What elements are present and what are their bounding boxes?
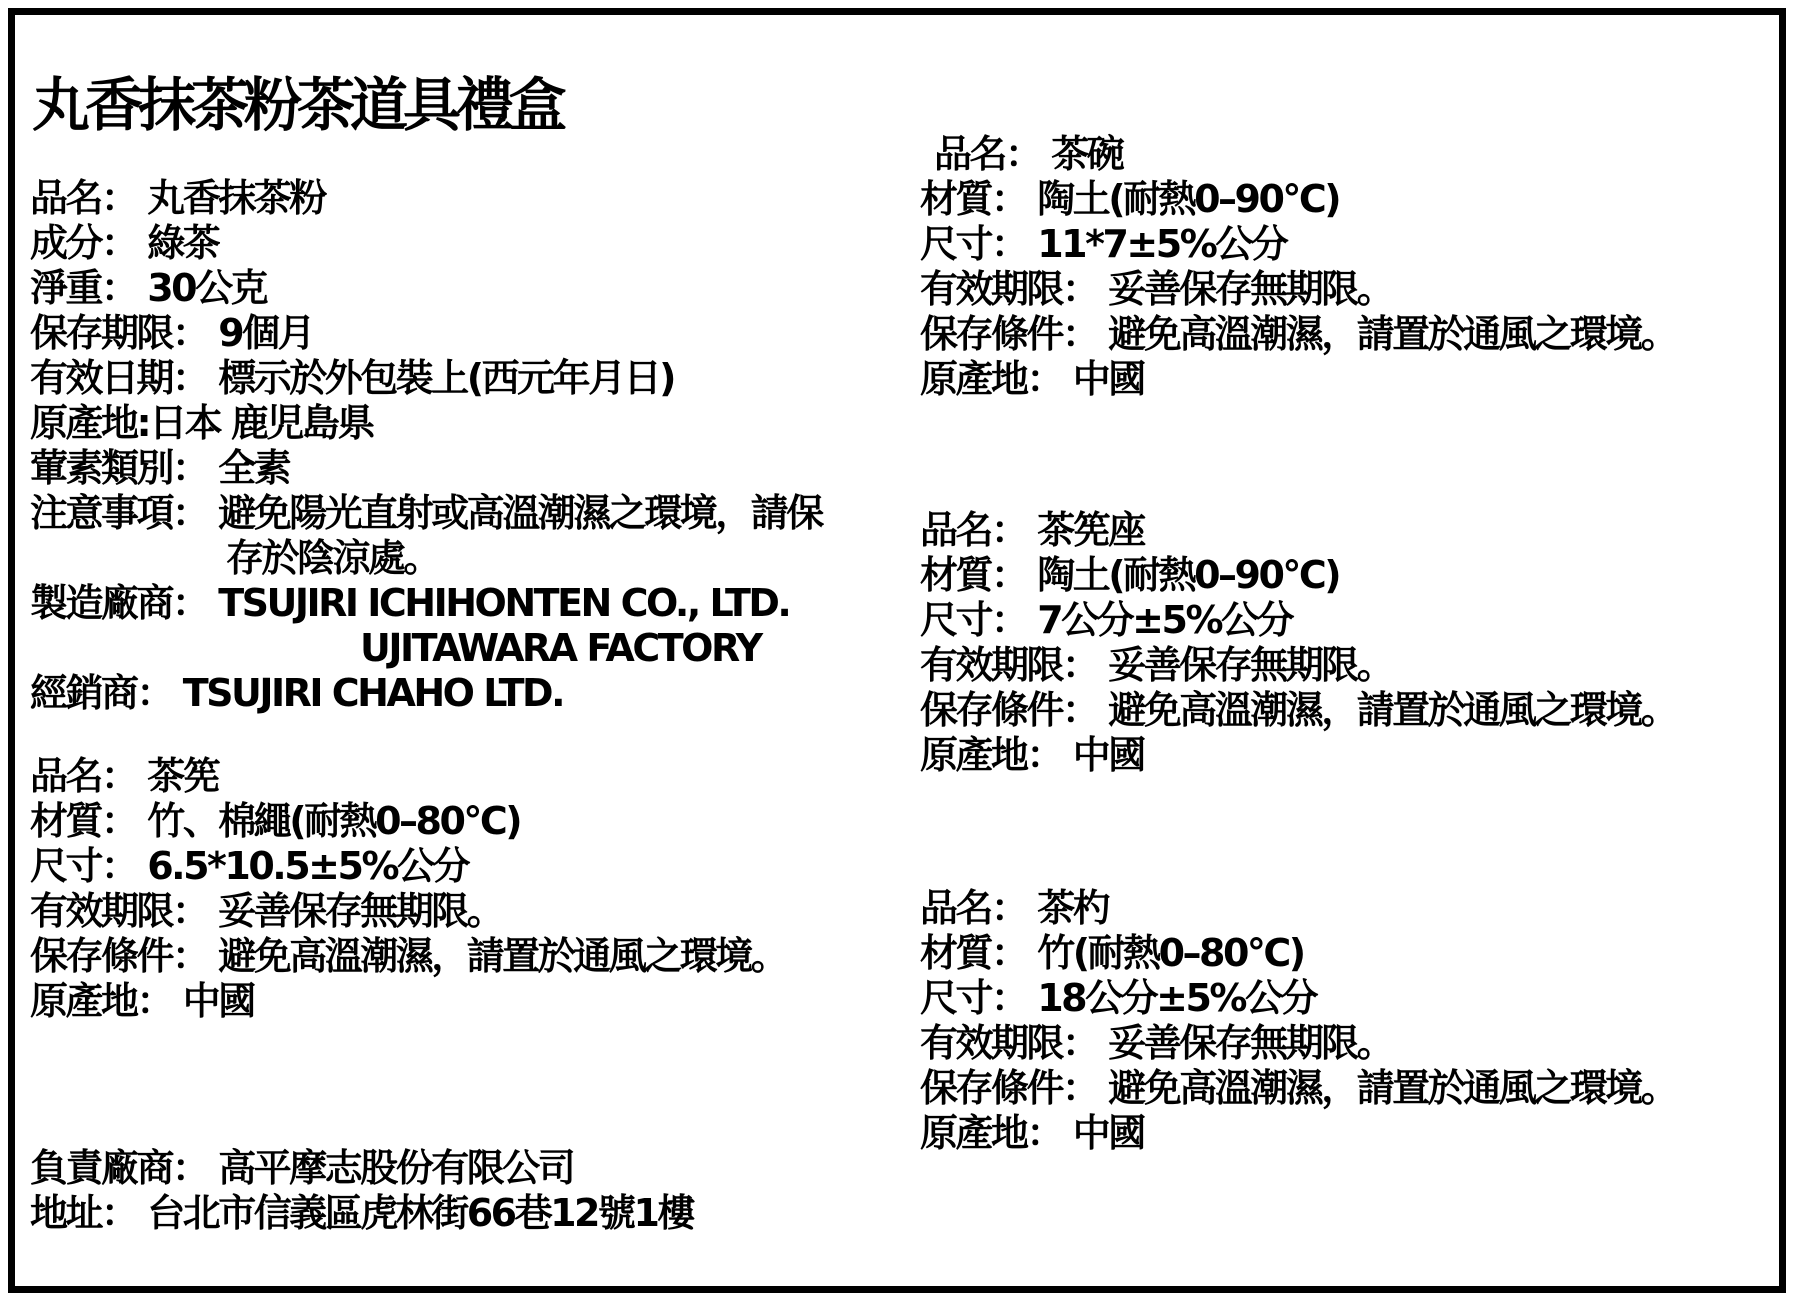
matcha-product-name: 品名： 丸香抹茶粉 [30, 176, 325, 220]
matcha-caution-line1: 注意事項： 避免陽光直射或高溫潮濕之環境，請保 [30, 491, 822, 535]
chasen-info-block [30, 754, 786, 1024]
responsible-address: 地址： 台北市信義區虎林街66巷12號1樓 [30, 1191, 693, 1235]
responsible-company-block [30, 1146, 693, 1236]
chasen-holder-size: 尺寸： 7公分±5%公分 [920, 598, 1293, 642]
chawan-validity: 有效期限： 妥善保存無期限。 [920, 267, 1393, 311]
matcha-origin: 原產地:日本 鹿児島県 [30, 401, 373, 445]
matcha-manufacturer: 製造廠商： TSUJIRI ICHIHONTEN CO., LTD. [30, 581, 790, 625]
chasen-holder-validity: 有效期限： 妥善保存無期限。 [920, 643, 1393, 687]
chasen-material: 材質： 竹、棉繩(耐熱0–80°C) [30, 799, 521, 843]
matcha-ingredients: 成分： 綠茶 [30, 221, 219, 265]
page-title: 丸香抹茶粉茶道具禮盒 [32, 71, 563, 139]
chawan-size: 尺寸： 11*7±5%公分 [920, 222, 1287, 266]
chasen-size: 尺寸： 6.5*10.5±5%公分 [30, 844, 469, 888]
matcha-caution-line2: 存於陰涼處。 [226, 536, 440, 580]
chawan-material: 材質： 陶土(耐熱0–90°C) [920, 177, 1340, 221]
chashaku-origin: 原產地： 中國 [920, 1111, 1144, 1155]
matcha-manufacturer-factory: UJITAWARA FACTORY [360, 626, 761, 670]
chawan-storage: 保存條件： 避免高溫潮濕，請置於通風之環境。 [920, 312, 1677, 356]
chasen-storage: 保存條件： 避免高溫潮濕，請置於通風之環境。 [30, 934, 787, 978]
matcha-shelf-life: 保存期限： 9個月 [30, 311, 314, 355]
chasen-holder-storage: 保存條件： 避免高溫潮濕，請置於通風之環境。 [920, 688, 1677, 732]
chashaku-storage: 保存條件： 避免高溫潮濕，請置於通風之環境。 [920, 1066, 1677, 1110]
responsible-company: 負責廠商： 高平摩志股份有限公司 [30, 1146, 574, 1190]
matcha-net-weight: 淨重： 30公克 [30, 266, 267, 310]
matcha-info-block [30, 176, 822, 716]
chasen-holder-product-name: 品名： 茶筅座 [920, 508, 1144, 552]
chasen-holder-origin: 原產地： 中國 [920, 733, 1144, 777]
chashaku-material: 材質： 竹(耐熱0–80°C) [920, 931, 1304, 975]
chasen-product-name: 品名： 茶筅 [30, 754, 219, 798]
chawan-info-block [920, 132, 1676, 402]
matcha-expiry-date: 有效日期： 標示於外包裝上(西元年月日) [30, 356, 674, 400]
chawan-product-name: 品名： 茶碗 [934, 132, 1123, 176]
chashaku-validity: 有效期限： 妥善保存無期限。 [920, 1021, 1393, 1065]
chasen-holder-material: 材質： 陶土(耐熱0–90°C) [920, 553, 1340, 597]
chashaku-product-name: 品名： 茶杓 [920, 886, 1109, 930]
chashaku-size: 尺寸： 18公分±5%公分 [920, 976, 1316, 1020]
matcha-distributor: 經銷商： TSUJIRI CHAHO LTD. [30, 671, 564, 715]
chawan-origin: 原產地： 中國 [920, 357, 1144, 401]
chasen-origin: 原產地： 中國 [30, 979, 254, 1023]
chasen-holder-info-block [920, 508, 1676, 778]
chasen-validity: 有效期限： 妥善保存無期限。 [30, 889, 503, 933]
matcha-vegetarian-class: 葷素類別： 全素 [30, 446, 290, 490]
chashaku-info-block [920, 886, 1676, 1156]
